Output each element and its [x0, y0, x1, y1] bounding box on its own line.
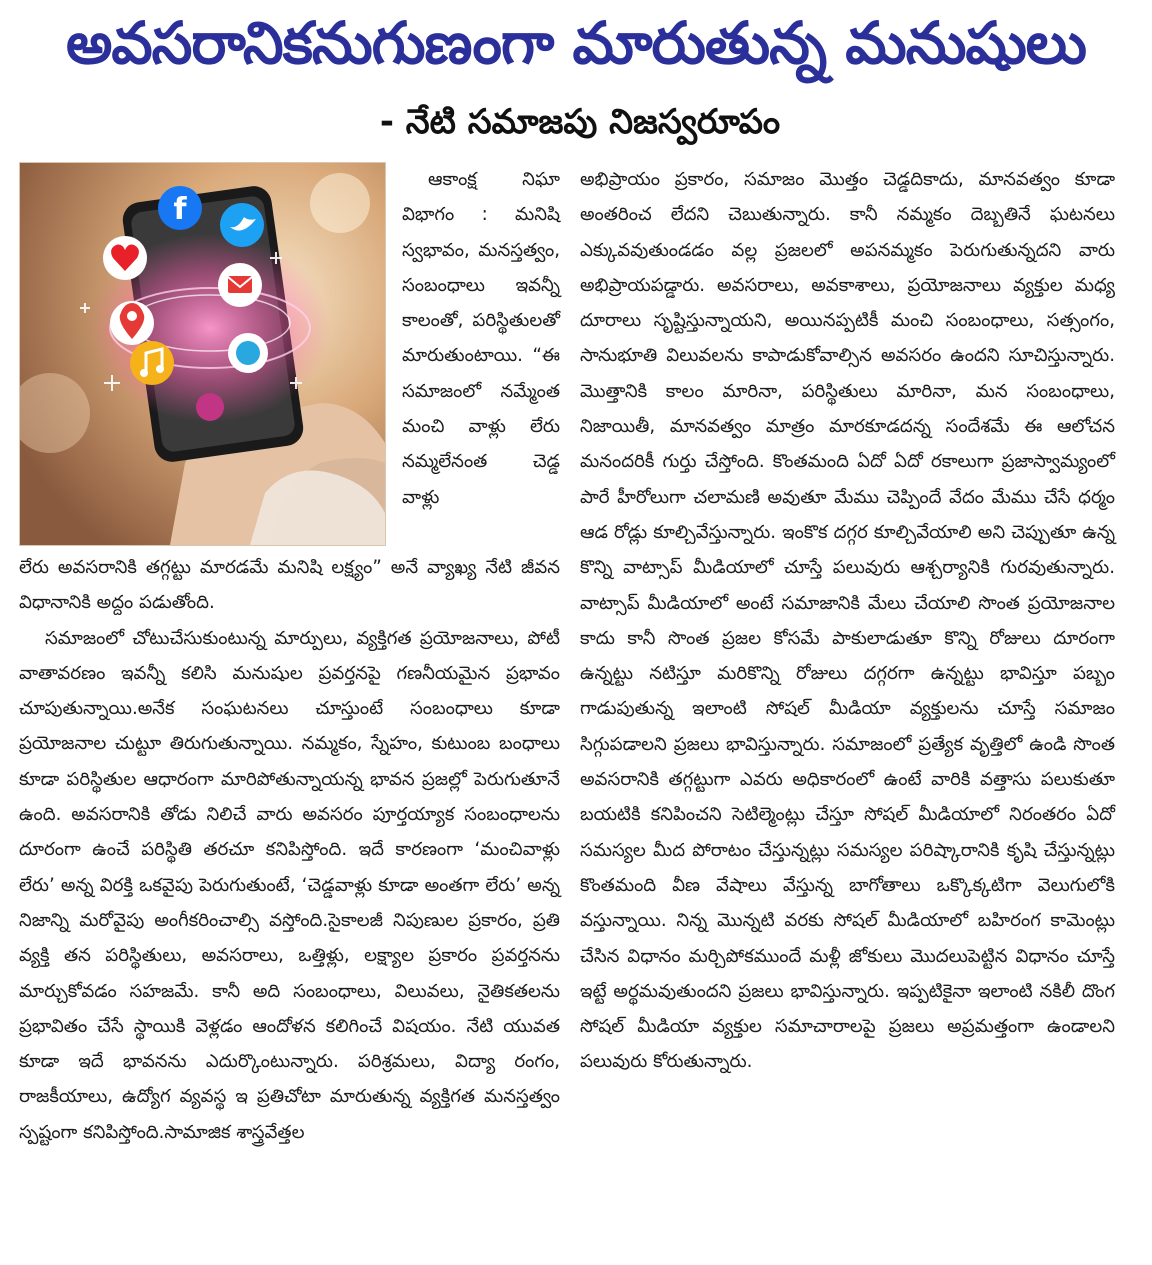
- article-left-column: [19, 550, 560, 1150]
- lead-paragraph-end: లేరు అవసరానికి తగ్గట్టు మారడమే మనిషి లక్ష్యం” అనే వ్యాఖ్య నేటి జీవన విధానానికి అద్దం పడుతోంది.: [19, 557, 560, 614]
- subheadline: - నేటి సమాజపు నిజస్వరూపం: [379, 102, 781, 142]
- headline: అవసరానికనుగుణంగా మారుతున్న మనుషులు: [65, 9, 1087, 77]
- svg-text:f: f: [173, 192, 187, 227]
- article-lead-wrap: [402, 162, 560, 515]
- paragraph-2: సమాజంలో చోటుచేసుకుంటున్న మార్పులు, వ్యక్తిగత ప్రయోజనాలు, పోటీ వాతావరణం ఇవన్నీ కలిసి మనుషుల ప్రవర్తనపై గణనీయమైన ప్రభావం చూపుతున్నాయి.అనేక సంఘటనలు చూస్తుంటే సంబంధాలు కూడా ప్రయోజనాల చుట్టూ తిరుగుతున్నాయి. నమ్మకం, స్నేహం, కుటుంబ బంధాలు కూడా పరిస్థితుల ఆధారంగా మారిపోతున్నాయన్న భావన ప్రజల్లో పెరుగుతూనే ఉంది. అవసరానికి తోడు నిలిచే వారు అవసరం పూర్తయ్యాక సంబంధాలను దూరంగా ఉంచే పరిస్థితి తరచూ కనిపిస్తోంది. ఇదే కారణంగా ‘మంచివాళ్లు లేరు’ అన్న విరక్తి ఒకవైపు పెరుగుతుంటే, ‘చెడ్డవాళ్లు కూడా అంతగా లేరు’ అన్న నిజాన్ని మరోవైపు అంగీకరించాల్సి వస్తోంది.సైకాలజీ నిపుణుల ప్రకారం, ప్రతి వ్యక్తి తన పరిస్థితులు, అవసరాలు, ఒత్తిళ్లు, లక్ష్యాల ప్రకారం ప్రవర్తనను మార్చుకోవడం సహజమే. కానీ అది సంబంధాలు, విలువలు, నైతికతలను ప్రభావితం చేసే స్థాయికి వెళ్లడం ఆందోళన కలిగించే విషయం. నేటి యువత కూడా ఇదే భావనను ఎదుర్కొంటున్నారు. పరిశ్రమలు, విద్యా రంగం, రాజకీయాలు, ఉద్యోగ వ్యవస్థ ఇ ప్రతిచోటా మారుతున్న వ్యక్తిగత మనస్తత్వం స్పష్టంగా కనిపిస్తోంది.సామాజిక శాస్త్రవేత్తల: [19, 627, 560, 1143]
- lead-paragraph-start: ఆకాంక్ష నిఘా విభాగం : మనిషి స్వభావం, మనస్తత్వం, సంబంధాలు ఇవన్నీ కాలంతో, పరిస్థితులతో మారుతుంటాయి. “ఈ సమాజంలో నమ్మేంత మంచి వాళ్లు లేరు నమ్మలేనంత చెడ్డ వాళ్లు: [402, 169, 560, 508]
- article-photo: [19, 162, 386, 546]
- article-right-column: [580, 162, 1115, 1080]
- paragraph-3: అభిప్రాయం ప్రకారం, సమాజం మొత్తం చెడ్డదికాదు, మానవత్వం కూడా అంతరించ లేదని చెబుతున్నారు. కానీ నమ్మకం దెబ్బతినే ఘటనలు ఎక్కువవుతుండడం వల్ల ప్రజలలో అపనమ్మకం పెరుగుతున్నదని వారు అభిప్రాయపడ్డారు. అవసరాలు, అవకాశాలు, ప్రయోజనాలు వ్యక్తుల మధ్య దూరాలు సృష్టిస్తున్నాయని, అయినప్పటికీ మంచి సంబంధాలు, సత్సంగం, సానుభూతి విలువలను కాపాడుకోవాల్సిన అవసరం ఉందని సూచిస్తున్నారు. మొత్తానికి కాలం మారినా, పరిస్థితులు మారినా, మన సంబంధాలు, నిజాయితీ, మానవత్వం మాత్రం మారకూడదన్న సందేశమే ఈ ఆలోచన మనందరికీ గుర్తు చేస్తోంది. కొంతమంది ఏదో ఏదో రకాలుగా ప్రజాస్వామ్యంలో పారే హీరోలుగా చలామణి అవుతూ మేము చెప్పిందే వేదం మేము చేసే ధర్మం ఆడ రోడ్లు కూల్చివేస్తున్నారు. ఇంకొక దగ్గర కూల్చివేయాలి అని చెప్పుతూ ఉన్న కొన్ని వాట్సాప్ మీడియాలో చూస్తే పలువురు ఆశ్చర్యానికి గురవుతున్నారు. వాట్సాప్ మీడియాలో అంటే సమాజానికి మేలు చేయాలి సొంత ప్రయోజనాల కాదు కానీ సొంత ప్రజల కోసమే పాకులాడుతూ కొన్ని రోజులు దూరంగా ఉన్నట్టు నటిస్తూ మరికొన్ని రోజులు దగ్గరగా ఉన్నట్టు భావిస్తూ పబ్బం గాడుపుతున్న ఇలాంటి సోషల్ మీడియా వ్యక్తులను చూస్తే సమాజం సిగ్గుపడాలని ప్రజలు భావిస్తున్నారు. సమాజంలో ప్రత్యేక వృత్తిలో ఉండి సొంత అవసరానికి తగ్గట్టుగా ఎవరు అధికారంలో ఉంటే వారికి వత్తాసు పలుకుతూ బయటికి కనిపించని సెటిల్మెంట్లు చేస్తూ సోషల్ మీడియాలో నిరంతరం ఏదో సమస్యల మీద పోరాటం చేస్తున్నట్లు సమస్యల పరిష్కారానికి కృషి చేస్తున్నట్లు కొంతమంది వీణ వేషాలు వేస్తున్న బాగోతాలు ఒక్కొక్కటిగా వెలుగులోకి వస్తున్నాయి. నిన్న మొన్నటి వరకు సోషల్ మీడియాలో బహిరంగ కామెంట్లు చేసిన విధానం మర్చిపోకముందే మళ్లీ జోకులు మొదలుపెట్టిన విధానం చూస్తే ఇట్టే అర్థమవుతుందని ప్రజలు భావిస్తున్నారు. ఇప్పటికైనా ఇలాంటి నకిలీ దొంగ సోషల్ మీడియా వ్యక్తుల సమాచారాలపై ప్రజలు అప్రమత్తంగా ఉండాలని పలువురు కోరుతున్నారు.: [580, 169, 1115, 1073]
